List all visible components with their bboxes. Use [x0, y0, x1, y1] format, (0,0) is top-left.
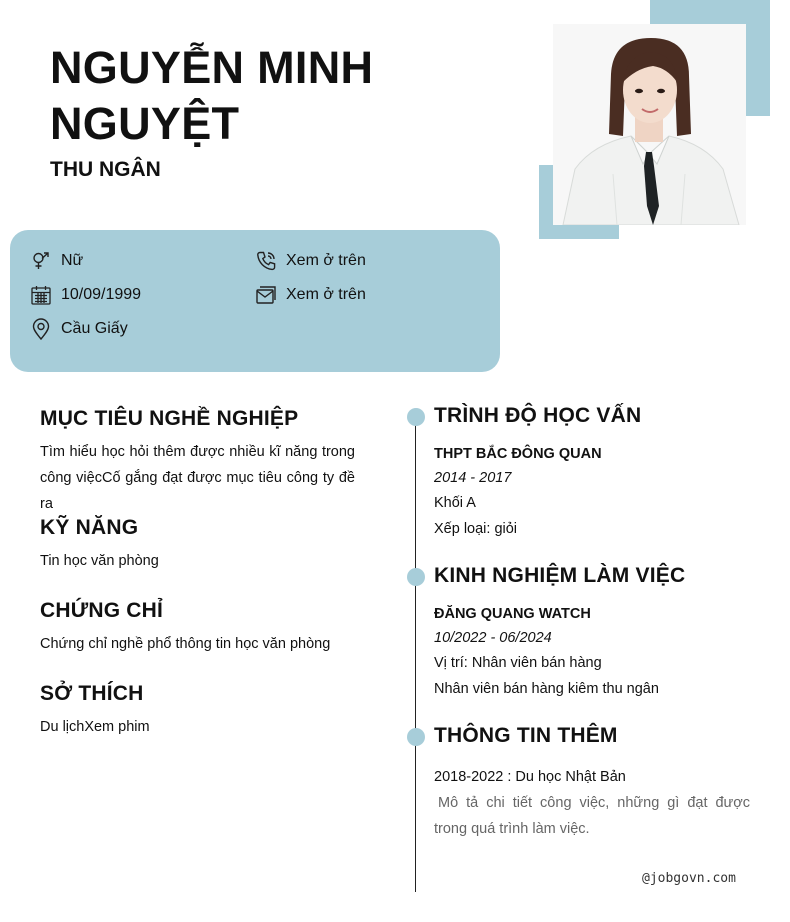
location-pin-icon: [30, 318, 52, 340]
education-line: Xếp loại: giỏi: [434, 521, 518, 537]
timeline-dot: [407, 408, 425, 426]
objective-text: Tìm hiểu học hỏi thêm được nhiều kĩ năng trong công việcCố gắng đạt được mục tiêu công ty đề ra: [40, 444, 355, 512]
education-school: THPT BẮC ĐÔNG QUAN: [434, 446, 602, 462]
gender-row: [30, 250, 83, 272]
experience-title: KINH NGHIỆM LÀM VIỆC: [434, 564, 686, 587]
gender-icon: [30, 250, 52, 272]
candidate-name: NGUYỄN MINH NGUYỆT: [50, 42, 374, 149]
experience-company: ĐĂNG QUANG WATCH: [434, 606, 591, 622]
calendar-icon: [30, 284, 52, 306]
phone-value: Xem ở trên: [286, 252, 366, 269]
education-title: TRÌNH ĐỘ HỌC VẤN: [434, 404, 642, 427]
hobbies-title: SỞ THÍCH: [40, 682, 144, 705]
certificates-title: CHỨNG CHỈ: [40, 599, 164, 622]
email-value: Xem ở trên: [286, 286, 366, 303]
education-line: Khối A: [434, 495, 476, 511]
skills-text: Tin học văn phòng: [40, 553, 159, 569]
gender-value: Nữ: [61, 252, 84, 269]
timeline-dot: [407, 728, 425, 746]
address-row: [30, 318, 128, 340]
hobbies-text: Du lịchXem phim: [40, 719, 150, 735]
address-value: Cầu Giấy: [61, 320, 128, 337]
objective-title: MỤC TIÊU NGHỀ NGHIỆP: [40, 407, 299, 430]
contact-info-panel: [10, 230, 500, 372]
timeline-dot: [407, 568, 425, 586]
email-row: [255, 284, 366, 306]
watermark: @jobgovn.com: [642, 871, 736, 886]
birthday-row: [30, 284, 141, 306]
birthday-value: 10/09/1999: [61, 286, 142, 303]
additional-info-title: THÔNG TIN THÊM: [434, 724, 618, 747]
phone-row: [255, 250, 366, 272]
experience-description: Nhân viên bán hàng kiêm thu ngân: [434, 681, 659, 697]
additional-info-line: 2018-2022 : Du học Nhật Bản: [434, 769, 626, 785]
additional-info-placeholder: Mô tả chi tiết công việc, những gì đạt được trong quá trình làm việc.: [434, 795, 750, 837]
experience-period: 10/2022 - 06/2024: [434, 630, 552, 646]
certificates-text: Chứng chỉ nghề phổ thông tin học văn phòng: [40, 636, 331, 652]
experience-position: Vị trí: Nhân viên bán hàng: [434, 655, 602, 671]
avatar: [553, 24, 746, 225]
job-title: THU NGÂN: [50, 158, 161, 181]
mail-icon: [255, 284, 277, 306]
phone-icon: [255, 250, 277, 272]
timeline-line: [415, 416, 416, 892]
skills-title: KỸ NĂNG: [40, 516, 139, 539]
education-period: 2014 - 2017: [434, 470, 512, 486]
